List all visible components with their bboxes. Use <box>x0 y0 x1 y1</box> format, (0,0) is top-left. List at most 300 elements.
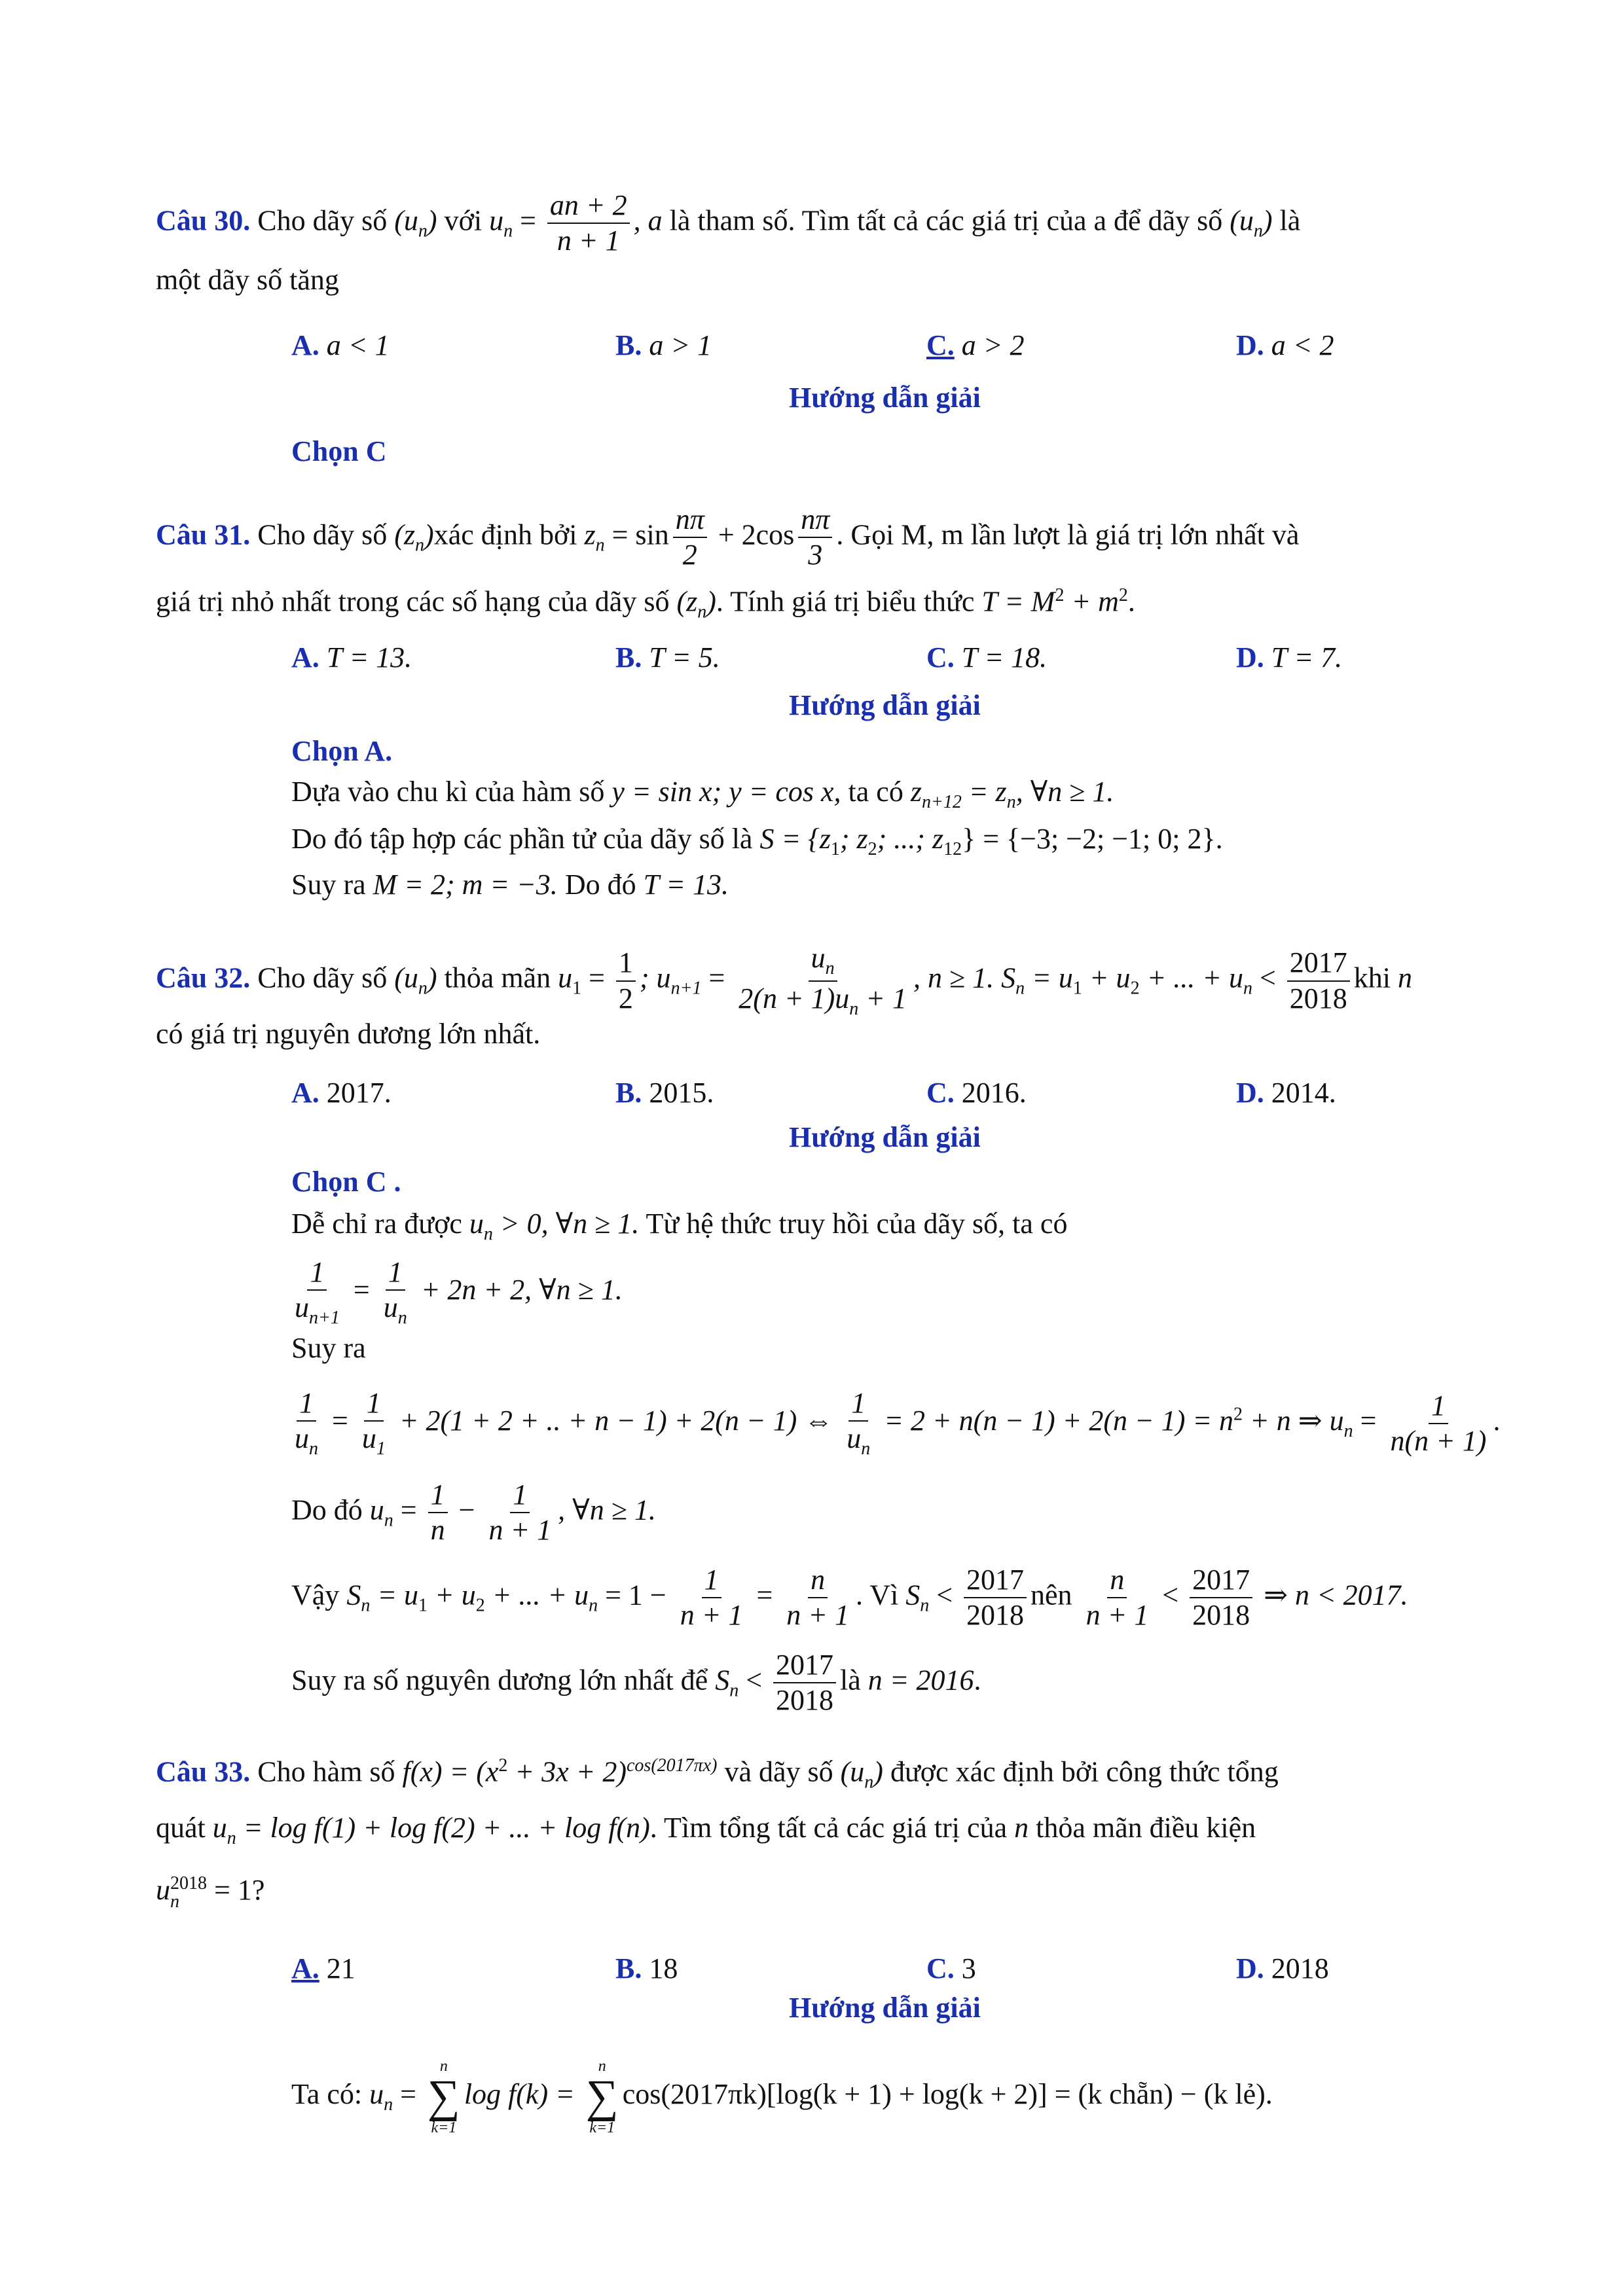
q33-l3-sup: 2018 <box>170 1873 207 1893</box>
q32-s7d: là <box>840 1664 868 1696</box>
q32-s4-f4-den: n(n + 1) <box>1390 1424 1487 1457</box>
q32-line2: có giá trị nguyên dương lớn nhất. <box>156 1018 541 1050</box>
q31-line2c: T = M <box>981 585 1055 618</box>
q31-line2b: . Tính giá trị biểu thức <box>716 585 982 618</box>
q32-t4-sub: n <box>1015 978 1025 999</box>
q32-s4-f1-num: 1 <box>297 1388 316 1422</box>
q33-l2b: u <box>212 1812 227 1844</box>
q32-s6e: + ... + u <box>484 1579 589 1611</box>
q32-s7f: . <box>974 1664 981 1696</box>
q33-sum-1 <box>428 2058 460 2136</box>
q32-s6m: ⇒ n < 2017. <box>1256 1579 1408 1611</box>
q33-t3: + 3x + 2) <box>507 1755 627 1788</box>
q32-s6d-sub: 2 <box>475 1595 485 1616</box>
q32-s5b: u <box>369 1494 384 1526</box>
q33-l2e: n <box>1014 1812 1029 1844</box>
q31-option-b[interactable] <box>615 638 720 677</box>
q32-sol-line4 <box>288 1388 1500 1460</box>
q33-sum2-bottom: k=1 <box>589 2119 615 2136</box>
q32-t10: n <box>1398 961 1413 994</box>
q31-option-d-key: D. <box>1236 641 1264 673</box>
q32-s5-f1-den: n <box>430 1514 445 1547</box>
q31-f1-den: 2 <box>682 539 697 571</box>
q33-option-c[interactable] <box>926 1949 976 1988</box>
q32-s6e-sub: n <box>589 1595 598 1616</box>
q32-s4-frac4 <box>1387 1390 1489 1458</box>
q32-s6-frac2 <box>784 1564 852 1632</box>
q32-s2-frac2 <box>381 1257 410 1329</box>
q31-option-d[interactable] <box>1236 638 1342 677</box>
q32-s5a: Do đó <box>291 1494 370 1526</box>
q33-l2a: quát <box>156 1812 213 1844</box>
q32-fraction-3 <box>1287 947 1350 1014</box>
q32-guide-heading: Hướng dẫn giải <box>789 1121 981 1153</box>
q32-option-a-value: 2017. <box>326 1077 392 1109</box>
q32-s4-f3-den-wrap <box>844 1422 873 1460</box>
q30-option-c-key: C. <box>926 329 955 361</box>
q32-f3-num: 2017 <box>1287 947 1350 981</box>
q30-text: Cho dãy số <box>250 204 395 237</box>
q32-t9: khi <box>1353 961 1398 994</box>
q33-option-c-key: C. <box>926 1952 955 1984</box>
q32-s6i: S <box>905 1579 921 1611</box>
q30-param: , a <box>633 204 663 237</box>
q32-s4-f1-den: u <box>295 1422 309 1455</box>
q32-fraction-1 <box>616 947 636 1014</box>
q33-l2d: . Tìm tổng tất cả các giá trị của <box>649 1812 1015 1844</box>
q33-option-b[interactable] <box>615 1949 678 1988</box>
q33-l2b-sub: n <box>227 1827 236 1848</box>
q32-option-b-key: B. <box>615 1077 642 1109</box>
q33-s1e: cos(2017πk)[log(k + 1) + log(k + 2)] = (k chẵn) − (k lẻ). <box>622 2078 1273 2111</box>
q30-frac-num: an + 2 <box>547 190 630 224</box>
q31-s2h: } = {−3; −2; −1; 0; 2}. <box>962 823 1223 855</box>
q32-s6-f4-den: n + 1 <box>1085 1599 1149 1632</box>
q31-seq-sub: n <box>415 535 425 556</box>
q32-option-c-value: 2016. <box>961 1077 1027 1109</box>
q31-seq2-sub: n <box>697 601 707 622</box>
q32-f2-num: u <box>811 942 826 974</box>
q31-sol-line1 <box>291 772 1114 822</box>
q31-s1c: ta có <box>841 776 911 808</box>
q32-s5-f1-num: 1 <box>428 1479 448 1513</box>
q31-s1d: z <box>910 776 922 808</box>
q32-s4-eq2: = <box>1353 1405 1384 1437</box>
q32-s6-f2-den: n + 1 <box>786 1599 849 1632</box>
q32-line1 <box>156 942 1412 1019</box>
q30-line1 <box>156 190 1300 257</box>
q32-s1d: Từ hệ thức truy hồi của dãy số, ta có <box>639 1208 1068 1240</box>
q31-s1f: , ∀n ≥ 1. <box>1015 776 1114 808</box>
q32-s4-eq: = <box>325 1405 356 1437</box>
q33-t6: được xác định bởi công thức tổng <box>883 1755 1279 1788</box>
q31-seq2-close: ) <box>706 585 716 618</box>
q32-s2-f2-den-sub: n <box>397 1308 407 1329</box>
q31-s2d: ; z <box>839 823 868 855</box>
q31-label: Câu 31. <box>156 518 251 551</box>
q31-eq: = sin <box>604 518 669 551</box>
q30-option-d-value: a < 2 <box>1271 329 1334 361</box>
q33-s1c: = <box>393 2078 424 2111</box>
q32-sol-line2 <box>288 1257 623 1329</box>
q32-answer: Chọn C . <box>291 1166 401 1198</box>
q31-f1-num: nπ <box>673 504 707 538</box>
q32-f2-den: 2(n + 1)u <box>739 982 850 1014</box>
q32-s6-f3-den: 2018 <box>966 1599 1025 1632</box>
q32-s4-f3-num: 1 <box>848 1388 868 1422</box>
q31-fraction-2 <box>798 504 832 571</box>
q32-s2-f2-den: u <box>383 1291 398 1324</box>
q32-s5b-sub: n <box>384 1510 393 1531</box>
q31-zn: z <box>584 518 596 551</box>
q30-un-sub: n <box>503 221 513 242</box>
q32-s4-f1-den-wrap <box>292 1422 321 1460</box>
q32-s2-tail: + 2n + 2, ∀n ≥ 1. <box>413 1274 623 1306</box>
q32-s4-f2-den: u <box>361 1422 376 1455</box>
q30-seq-sub: n <box>418 221 428 242</box>
q32-s6k: nên <box>1030 1579 1080 1611</box>
q32-s4-f2-den-wrap <box>359 1422 388 1460</box>
q31-f2-den: 3 <box>808 539 823 571</box>
q33-sum2-top: n <box>598 2058 606 2075</box>
q32-s2-eq: = <box>346 1274 377 1306</box>
q32-t5: = u <box>1025 961 1073 994</box>
q31-seq2: (z <box>676 585 698 618</box>
q33-line2 <box>156 1808 1256 1858</box>
q33-label: Câu 33. <box>156 1755 251 1788</box>
q33-l3-scripts <box>170 1874 207 1911</box>
q31-line2d: + m <box>1064 585 1119 618</box>
q33-option-b-key: B. <box>615 1952 642 1984</box>
q31-option-c-key: C. <box>926 641 955 673</box>
q32-s2-f2-den-wrap <box>381 1291 410 1329</box>
q33-option-c-value: 3 <box>961 1952 976 1984</box>
q31-line2 <box>156 576 1135 632</box>
q32-s2-frac1 <box>292 1257 342 1329</box>
q32-option-c-key: C. <box>926 1077 955 1109</box>
q33-t5-close: ) <box>873 1755 883 1788</box>
q31-s1a: Dựa vào chu kì của hàm số <box>291 776 612 808</box>
q31-line2e: . <box>1127 585 1135 618</box>
q32-f1-den: 2 <box>618 982 633 1014</box>
q32-seq-sub: n <box>418 978 428 999</box>
q30-seq2-sub: n <box>1253 221 1263 242</box>
q32-eq2: = <box>701 961 733 994</box>
q32-s4-end: . <box>1493 1405 1501 1437</box>
q31-option-b-value: T = 5. <box>649 641 720 673</box>
q31-guide-heading: Hướng dẫn giải <box>789 689 981 721</box>
q32-sol-line7 <box>291 1649 981 1717</box>
q32-t3: ; u <box>639 961 671 994</box>
q31-option-a-key: A. <box>291 641 319 673</box>
q31-text2: xác định bởi <box>433 518 585 551</box>
q30-text2: với <box>437 204 490 237</box>
q32-option-c[interactable] <box>926 1073 1027 1113</box>
q32-s5d: − <box>451 1494 483 1526</box>
q32-s5e: , ∀n ≥ 1. <box>558 1494 656 1526</box>
q32-s6j: < <box>929 1579 960 1611</box>
q32-s6-frac3 <box>964 1564 1027 1632</box>
q32-s6f: = 1 − <box>598 1579 674 1611</box>
q31-zn-sub: n <box>595 535 605 556</box>
q33-option-a-value: 21 <box>326 1952 356 1984</box>
q31-f2-num: nπ <box>798 504 832 538</box>
q30-eq: = <box>513 204 543 237</box>
q30-guide-heading: Hướng dẫn giải <box>789 382 981 414</box>
q32-u1: u <box>558 961 573 994</box>
q30-option-d-key: D. <box>1236 329 1264 361</box>
q30-option-b-key: B. <box>615 329 642 361</box>
q32-option-b[interactable] <box>615 1073 714 1113</box>
q33-s1a: Ta có: <box>291 2078 370 2111</box>
q30-answer: Chọn C <box>291 435 387 467</box>
q31-s1e: = z <box>961 776 1007 808</box>
q33-sum-2 <box>586 2058 619 2136</box>
q31-sol-line3 <box>291 865 729 905</box>
q32-sol-line6 <box>291 1564 1408 1632</box>
q31-line1 <box>156 504 1299 571</box>
q32-s6h: . Vì <box>855 1579 906 1611</box>
q31-mid: + 2cos <box>710 518 795 551</box>
q32-s4-mid2: = 2 + n(n − 1) + 2(n − 1) = n <box>877 1405 1234 1437</box>
q31-s2b: S = {z <box>759 823 831 855</box>
q33-s1d: log f(k) = <box>464 2078 582 2111</box>
q33-l3b: = 1? <box>207 1874 265 1906</box>
q33-t2-sup: 2 <box>498 1755 508 1776</box>
q33-option-d[interactable] <box>1236 1949 1329 1988</box>
q32-s6-frac1 <box>678 1564 746 1632</box>
q30-seq-close: ) <box>427 204 437 237</box>
q32-t7-sub: n <box>1243 978 1252 999</box>
q32-s6g: = <box>749 1579 780 1611</box>
q32-seq: (u <box>394 961 418 994</box>
q31-seq-close: ) <box>424 518 434 551</box>
q32-s7b-sub: n <box>729 1680 739 1701</box>
q32-s7e: n = 2016 <box>867 1664 974 1696</box>
q32-s2-f1-den-sub: n+1 <box>309 1308 340 1329</box>
q30-option-b[interactable] <box>615 326 712 365</box>
q33-line1 <box>156 1746 1279 1802</box>
q32-f2-den-wrap <box>736 982 909 1020</box>
q30-option-b-value: a > 1 <box>649 329 712 361</box>
q31-sol-line2 <box>291 819 1223 869</box>
q32-s2-f1-den-wrap <box>292 1291 342 1329</box>
q30-option-c[interactable] <box>926 326 1024 365</box>
q31-option-c[interactable] <box>926 638 1047 677</box>
q33-option-d-value: 2018 <box>1271 1952 1329 1984</box>
q32-s2-f1-den: u <box>295 1291 309 1324</box>
q32-s4-mid: + 2(1 + 2 + .. + n − 1) + 2(n − 1) ⇔ <box>392 1405 841 1437</box>
q32-s6c: = u <box>370 1579 419 1611</box>
q31-s2g: 12 <box>943 838 962 859</box>
q33-t4: và dãy số <box>717 1755 841 1788</box>
q31-s3b: M = 2; m = −3. <box>373 869 558 901</box>
q32-f2-den-sub: n <box>849 998 859 1019</box>
q32-option-a[interactable] <box>291 1073 392 1113</box>
q32-s7c: < <box>739 1664 770 1696</box>
q32-s1b: u <box>469 1208 484 1240</box>
q32-s4-frac1 <box>292 1388 321 1460</box>
q32-s6a: Vậy <box>291 1579 347 1611</box>
q32-s5-f2-den: n + 1 <box>488 1514 552 1547</box>
q31-sup-b: 2 <box>1118 585 1128 605</box>
q32-s6-f1-den: n + 1 <box>680 1599 743 1632</box>
q30-fraction <box>547 190 630 257</box>
q32-s2-f2-num: 1 <box>386 1257 405 1291</box>
q32-s6l: < <box>1155 1579 1186 1611</box>
q32-t6: + u <box>1082 961 1131 994</box>
q30-option-a-value: a < 1 <box>326 329 390 361</box>
q33-t2: f(x) = (x <box>402 1755 499 1788</box>
q32-t3-sub: n+1 <box>670 978 702 999</box>
q31-sup-a: 2 <box>1055 585 1065 605</box>
q30-seq2-close: ) <box>1262 204 1273 237</box>
q31-text3: . Gọi M, m lần lượt là giá trị lớn nhất và <box>836 518 1300 551</box>
q30-un: u <box>489 204 504 237</box>
q32-s6-f3-num: 2017 <box>964 1564 1027 1598</box>
q33-sol-line1 <box>291 2058 1273 2136</box>
q32-s7-frac <box>773 1649 836 1717</box>
q32-s1a: Dễ chỉ ra được <box>291 1208 469 1240</box>
q31-s1e-sub: n <box>1006 791 1016 812</box>
q32-s5c: = <box>393 1494 424 1526</box>
q32-s6d: + u <box>428 1579 476 1611</box>
q32-sol-line3: Suy ra <box>291 1332 366 1364</box>
q30-option-a-key: A. <box>291 329 319 361</box>
q33-option-a-key: A. <box>291 1952 319 1984</box>
q32-t5-sub: 1 <box>1072 978 1082 999</box>
q32-s5-f2-num: 1 <box>510 1479 530 1513</box>
q32-s5-frac2 <box>486 1479 554 1547</box>
q32-s4-f2-den-sub: 1 <box>376 1439 386 1460</box>
q33-s1b: u <box>369 2078 384 2111</box>
q32-seq-close: ) <box>427 961 437 994</box>
q32-text2: thỏa mãn <box>437 961 558 994</box>
q32-f2-num-wrap <box>809 942 837 982</box>
q32-s6-f2-num: n <box>808 1564 828 1598</box>
q33-t5-sub: n <box>864 1772 874 1793</box>
q32-t4: , n ≥ 1. S <box>913 961 1016 994</box>
q32-s6-f4-num: n <box>1107 1564 1127 1598</box>
q32-s7a: Suy ra số nguyên dương lớn nhất để <box>291 1664 716 1696</box>
q33-t5: (u <box>840 1755 865 1788</box>
q32-s6b: S <box>346 1579 361 1611</box>
q32-s7-f-den: 2018 <box>776 1684 834 1717</box>
q33-sum1-top: n <box>439 2058 448 2075</box>
q33-l2c: = log f(1) + log f(2) + ... + log f(n) <box>236 1812 650 1844</box>
q31-s3d: T = 13. <box>643 869 729 901</box>
q31-s2c: 1 <box>830 838 840 859</box>
q32-option-b-value: 2015. <box>649 1077 714 1109</box>
q32-s4-mid3: + n ⇒ u <box>1243 1405 1344 1437</box>
q32-s6-frac5 <box>1190 1564 1252 1632</box>
q30-label: Câu 30. <box>156 204 251 237</box>
q32-s4-f3-den-sub: n <box>861 1439 871 1460</box>
q32-option-d-key: D. <box>1236 1077 1264 1109</box>
q32-s6b-sub: n <box>361 1595 371 1616</box>
q32-s4-f2-num: 1 <box>364 1388 384 1422</box>
q33-option-b-value: 18 <box>649 1952 678 1984</box>
q32-s4-f1-den-sub: n <box>309 1439 318 1460</box>
q30-text5: là <box>1272 204 1301 237</box>
q32-s1b-sub: n <box>483 1223 493 1244</box>
q32-f2-den-tail: + 1 <box>858 982 907 1014</box>
q30-option-a[interactable] <box>291 326 389 365</box>
q32-s1c: > 0, ∀n ≥ 1. <box>492 1208 640 1240</box>
q30-frac-den: n + 1 <box>556 224 620 257</box>
q32-s4-frac2 <box>359 1388 388 1460</box>
q33-s1b-sub: n <box>384 2094 393 2115</box>
q32-t7: + ... + u <box>1139 961 1243 994</box>
q32-t8: < <box>1252 961 1283 994</box>
q32-s6-f5-num: 2017 <box>1190 1564 1252 1598</box>
q32-label: Câu 32. <box>156 961 251 994</box>
q32-t6-sub: 2 <box>1130 978 1140 999</box>
q33-t1: Cho hàm số <box>250 1755 403 1788</box>
q31-option-c-value: T = 18. <box>961 641 1048 673</box>
q32-s6c-sub: 1 <box>418 1595 428 1616</box>
q31-s1d-sub: n+12 <box>921 791 962 812</box>
q32-s6i-sub: n <box>920 1595 930 1616</box>
q32-s5-frac1 <box>428 1479 448 1547</box>
q31-text: Cho dãy số <box>250 518 395 551</box>
q32-s4-f3-den: u <box>847 1422 862 1455</box>
q31-option-d-value: T = 7. <box>1271 641 1343 673</box>
q31-s1b: y = sin x; y = cos x, <box>611 776 841 808</box>
q31-seq: (z <box>394 518 416 551</box>
q32-option-d[interactable] <box>1236 1073 1336 1113</box>
q33-sum1-sigma: ∑ <box>427 2072 460 2122</box>
q33-sum1-bottom: k=1 <box>431 2119 457 2136</box>
q32-s6-f5-den: 2018 <box>1192 1599 1250 1632</box>
q31-fraction-1 <box>673 504 707 571</box>
q32-s7-f-num: 2017 <box>773 1649 836 1683</box>
q30-option-c-value: a > 2 <box>961 329 1025 361</box>
q32-option-a-key: A. <box>291 1077 319 1109</box>
q31-s3a: Suy ra <box>291 869 373 901</box>
q30-line2: một dãy số tăng <box>156 264 339 296</box>
q33-l3-sub: n <box>170 1891 179 1912</box>
q33-l2f: thỏa mãn điều kiện <box>1029 1812 1256 1844</box>
q33-t3-sup: cos(2017πx) <box>627 1755 718 1776</box>
q33-line3 <box>156 1871 264 1911</box>
q32-s4-sup: 2 <box>1233 1404 1243 1425</box>
q31-s2f: ; ...; z <box>877 823 944 855</box>
q30-option-d[interactable] <box>1236 326 1334 365</box>
q30-seq: (u <box>394 204 418 237</box>
q33-l3a: u <box>156 1874 170 1906</box>
q32-sol-line5 <box>291 1479 656 1547</box>
q33-sum2-sigma: ∑ <box>585 2072 619 2122</box>
q33-option-a[interactable] <box>291 1949 356 1988</box>
q32-f3-den: 2018 <box>1289 982 1347 1014</box>
q31-option-b-key: B. <box>615 641 642 673</box>
q32-s2-f1-num: 1 <box>307 1257 327 1291</box>
q31-option-a[interactable] <box>291 638 412 677</box>
q32-s4-frac3 <box>844 1388 873 1460</box>
q32-eq1: = <box>581 961 612 994</box>
q31-option-a-value: T = 13. <box>326 641 412 673</box>
q30-seq2: (u <box>1230 204 1254 237</box>
q30-text4: là tham số. Tìm tất cả các giá trị của a để dãy số <box>662 204 1230 237</box>
q32-option-d-value: 2014. <box>1271 1077 1336 1109</box>
q31-line2a: giá trị nhỏ nhất trong các số hạng của dãy số <box>156 585 677 618</box>
q32-s7b: S <box>715 1664 730 1696</box>
q31-answer: Chọn A. <box>291 735 393 767</box>
q32-sol-line1 <box>291 1204 1067 1254</box>
q31-s3c: Do đó <box>557 869 644 901</box>
q32-s4-f4-num: 1 <box>1429 1390 1448 1424</box>
